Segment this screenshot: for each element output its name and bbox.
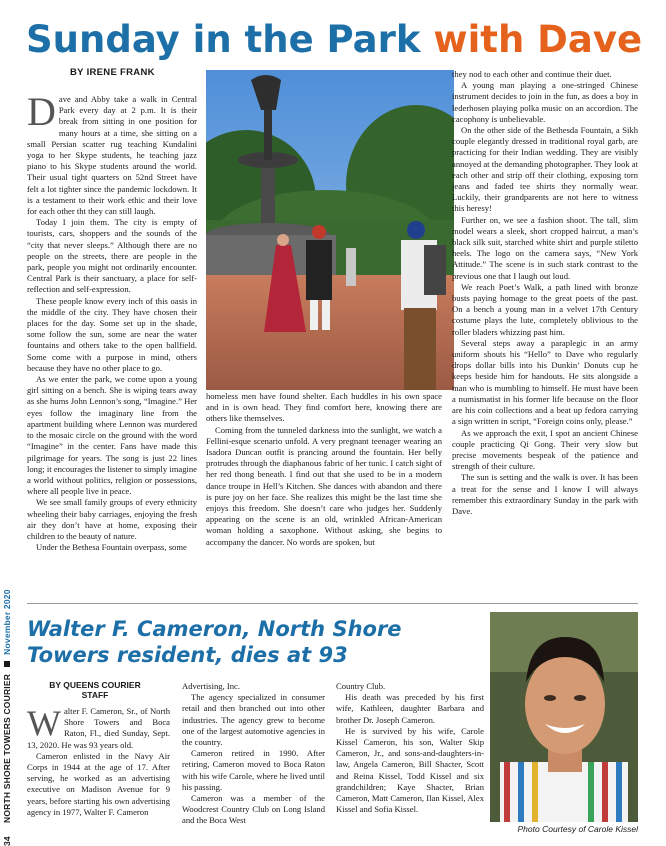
paragraph: Cameron was a member of the Woodcrest Country Club on Long Island and the Boca West bbox=[182, 793, 325, 826]
paragraph: Under the Bethesa Fountain overpass, some bbox=[36, 542, 187, 553]
paragraph: On the other side of the Bethesda Fountain, a Sikh couple elegantly dressed in traditional royal garb, are practicing for their Indian wedding. They are visibly annoyed at the demanding photographer. They look at each other and strip off their clothing, exposing torn jeans and faded tee shirts they normally wear. Luckily, their grandparents are not here to witness this heresy! bbox=[452, 125, 638, 214]
paragraph: As we enter the park, we come upon a young girl sitting on a bench. She is wiping tears away as she hums John Lennon’s song, “Imagine.” Her eyes follow the imaginary line from the apartment building where Lennon was murdered to the mosaic circle on the ground with the word “Imagine” in the center. Fans have made this pilgrimage for years. The song is just 22 lines long; it encourages the listener to simply imagine a world without politics, religion or possessions, where all people live in peace. bbox=[27, 374, 197, 497]
obituary-column-1 bbox=[27, 706, 170, 846]
paragraph: Dave and Abby take a walk in Central Park every day at 2 p.m. It is their break from sitting in one position for many hours at a time, she sitting on a small Persian scatter rug teaching Kundalini yoga to her Skype students, he teaching jazz piano to his Skype students around the world. Their usual tight quarters on 52nd Street have felt a lot tighter since the pandemic lockdown. It is a testament to their work ethic and their love for each other tht they can still laugh. bbox=[27, 94, 197, 217]
paragraph: A young man playing a one-stringed Chinese instrument decides to join in the fun, as does a boy in lederhosen playing polka music on an accordion. The cacophony is unbelievable. bbox=[452, 80, 638, 124]
article-headline bbox=[26, 14, 642, 66]
paragraph: As we approach the exit, I spot an ancient Chinese couple practicing Qi Gong. Their very slow but precise movements bespeak of the patience and strength of their culture. bbox=[452, 427, 638, 472]
paragraph: Cameron enlisted in the Navy Air Corps in 1944 at the age of 17. After serving, he worked as an advertising executive on Madison Avenue for 9 years, before starting his own advertising agency in 1977, Walter F. Cameron bbox=[27, 750, 170, 817]
paragraph: We see small family groups of every ethnicity wheeling their baby carriages, enjoying the fresh air they don’t have at home, exposing their children to the beauty of nature. bbox=[27, 497, 197, 541]
paragraph: The sun is setting and the walk is over. It has been a treat for the sense and I know I will always remember this extraordinary Sunday in the park with Dave. bbox=[452, 472, 638, 516]
paragraph: His death was preceded by his first wife, Kathleen, daughter Barbara and brother Dr. Joseph Cameron. bbox=[336, 692, 484, 725]
paragraph: He is survived by his wife, Carole Kissel Cameron, his son, Walter Skip Cameron, Jr., and sons-and-daughters-in-law, Angela Cameron, Bill Shacter, Scott and Reina Kissel, Todd Kissel and six grandchildren; Kaye Shacter, Brian Cameron, Matt Cameron, Ilan Kissel, Alex Kissel and Sofia Kissel. bbox=[336, 725, 484, 815]
article-column-1 bbox=[27, 94, 197, 596]
paragraph: they nod to each other and continue their duet. bbox=[452, 69, 612, 79]
paragraph: The agency specialized in consumer retail and then branched out into other industries. The agency grew to become one of the largest automotive agencies in the country. bbox=[182, 692, 325, 748]
issue-date: November 2020 bbox=[2, 589, 12, 655]
obituary-byline: BY QUEENS COURIER STAFF bbox=[49, 680, 141, 700]
paragraph: These people know every inch of this oasis in the middle of the city. They have chosen their places for the day. Some set up in the shade, some follow the sun, some are near the water fountains and others take to the open ballfield. Some come with a purpose in mind, others because they have no other place to go. bbox=[27, 295, 197, 373]
paragraph: Coming from the tunneled darkness into the sunlight, we watch a Fellini-esque scenario unfold. A very pregnant teenager wearing an Isadora Duncan outfit is prancing around the fountain. Her belly protrudes through the diaphanous fabric of her tunic. I catch sight of her red thong beneath. I find out that she used to be in a modern dance troupe in Hell’s Kitchen. She dances with abandon and there is pure joy on her face. She realizes this might be the last time she enjoys this freedom. She doesn’t care who judges her. Suddenly appearing on the scene is an old, wrinkled African-American woman holding a saxophone. Without asking, she begins to accompany the dancer. No words are spoken, but bbox=[206, 424, 442, 547]
paragraph: Advertising, Inc. bbox=[182, 681, 240, 691]
park-photo bbox=[206, 70, 454, 390]
article-byline: BY IRENE FRANK bbox=[70, 67, 155, 78]
drop-cap: W bbox=[27, 706, 61, 743]
paragraph: Country Club. bbox=[336, 681, 386, 691]
obituary-column-3 bbox=[336, 681, 484, 841]
paragraph: We reach Poet’s Walk, a path lined with bronze busts paying homage to the great poets of the past. On a bench a young man in a velvet 17th Century costume plays the lute, completely oblivious to the roller bladers whizzing past him. bbox=[452, 281, 638, 337]
obituary-headline: Walter F. Cameron, North Shore Towers resident, dies at 93 bbox=[27, 617, 402, 667]
paragraph: Today I join them. The city is empty of tourists, cars, shoppers and the sounds of the “city that never sleeps.” Although there are no people on the streets, there are people in the park, people you might not ordinarily encounter. Central Park is their sanctuary, a place for self-reflection and self-expression. bbox=[27, 217, 197, 295]
article-column-3 bbox=[452, 69, 638, 596]
vertical-page-footer bbox=[2, 589, 12, 846]
paragraph: Walter F. Cameron, Sr., of North Shore Towers and Boca Raton, Fl., died Sunday, Sept. 13, 2020. He was 93 years old. bbox=[27, 706, 170, 750]
paragraph: homeless men have found shelter. Each huddles in his own space and in is own head. They find comfort here, knowing there are others like themselves. bbox=[206, 391, 442, 424]
square-separator-icon bbox=[4, 661, 10, 667]
headline-part-1: Sunday in the Park bbox=[26, 18, 421, 61]
obituary-column-2 bbox=[182, 681, 325, 841]
publication-name: NORTH SHORE TOWERS COURIER bbox=[2, 673, 12, 824]
portrait-photo bbox=[490, 612, 638, 822]
paragraph: Further on, we see a fashion shoot. The tall, slim model wears a sleek, short cropped haircut, a man’s black silk suit, starched white shirt and purple stiletto heels. The logo on the camera says, “New York Attitude.” The scene is in such stark contrast to the previous one that I laugh out loud. bbox=[452, 214, 638, 281]
section-divider bbox=[27, 603, 638, 604]
paragraph: Cameron retired in 1990. After retiring, Cameron moved to Boca Raton with his wife Carole, where he lived until his passing. bbox=[182, 748, 325, 792]
page-number: 34 bbox=[2, 836, 12, 846]
photo-caption: Photo Courtesy of Carole Kissel bbox=[517, 824, 638, 834]
headline-part-2: with Dave bbox=[433, 18, 643, 61]
paragraph: Several steps away a paraplegic in an army uniform shouts his “Hello” to Dave who regularly drops dollar bills into his Dunkin’ Donuts cup he keeps beside him for handouts. He sits alongside a man who is mumbling to himself. He must have been a numismatist in his former life because on the floor are his coin collections and a beat up fedora carrying a sign written in script, “Foreign coins only, please.” bbox=[452, 337, 638, 427]
article-column-2 bbox=[206, 391, 442, 596]
drop-cap: D bbox=[27, 94, 56, 134]
